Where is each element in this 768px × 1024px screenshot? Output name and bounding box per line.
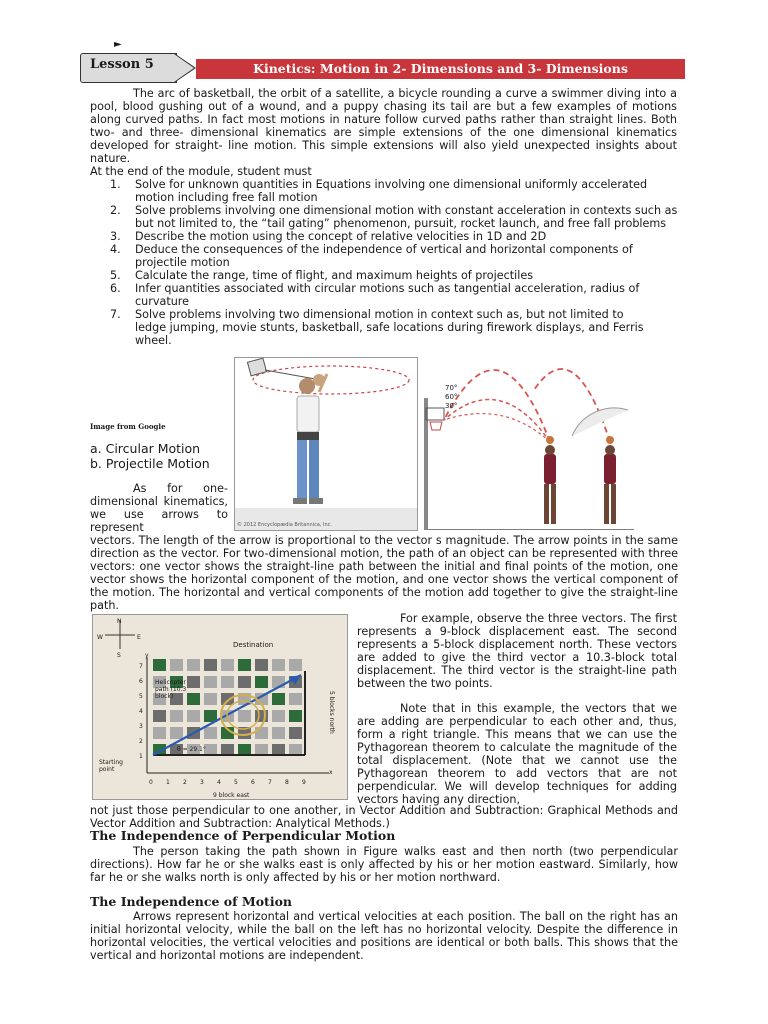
x-tick-label: 7 bbox=[268, 779, 272, 786]
city-block bbox=[204, 693, 217, 705]
objective-text: Describe the motion using the concept of relative velocities in 1D and 2D bbox=[135, 230, 547, 243]
city-block bbox=[153, 659, 166, 671]
city-block bbox=[289, 693, 302, 705]
x-tick-label: 6 bbox=[251, 779, 255, 786]
city-block bbox=[272, 727, 285, 739]
x-tick-label: 4 bbox=[217, 779, 221, 786]
perpendicular-motion-heading: The Independence of Perpendicular Motion bbox=[90, 828, 396, 843]
compass-north: N bbox=[117, 618, 122, 625]
y-tick-label: 2 bbox=[139, 738, 143, 745]
vectors-paragraph: vectors. The length of the arrow is proportional to the vector s magnitude. The arrow points in the same direction as the vector. For two-dimensional motion, the path of an object can be represented with three vectors: one vector shows the straight-line path between the initial and final points of the motion, one vector shows the horizontal component of the motion, and one vector shows the vertical component of the motion. The horizontal and vertical components of the motion add together to give the straight-line path. bbox=[90, 534, 678, 612]
objective-text: Calculate the range, time of flight, and maximum heights of projectiles bbox=[135, 269, 534, 282]
objectives-list bbox=[90, 178, 680, 347]
objective-item bbox=[90, 204, 680, 230]
y-tick-label: 1 bbox=[139, 753, 143, 760]
objective-text: Solve problems involving two dimensional motion in context such as, but not limited to ledge jumping, movie stunts, basketball, safe locations during firework displays, and Ferris wheel. bbox=[135, 308, 644, 347]
independence-motion-heading: The Independence of Motion bbox=[90, 894, 292, 909]
y-axis-letter: y bbox=[145, 652, 149, 659]
intro-paragraph: The arc of basketball, the orbit of a satellite, a bicycle rounding a curve a swimmer diving into a pool, blood gushing out of a wound, and a puppy chasing its tail are but a few examples of motions along curved paths. In fact most motions in nature follow curved paths rather than straight lines. Both two- and three- dimensional kinematics are simple extensions of the one dimensional kinematics developed for straight- line motion. This simple extensions will also yield unexpected insights about nature. bbox=[90, 87, 677, 165]
x-tick-label: 9 bbox=[302, 779, 306, 786]
y-tick-label: 5 bbox=[139, 693, 143, 700]
independence-motion-text: Arrows represent horizontal and vertical velocities at each position. The ball on the right has an initial horizontal velocity, while the ball on the left has no horizontal velocity. Despite the difference in horizontal velocities, the vertical velocities and positions are identical or both balls. This shows that the vertical and horizontal motions are independent. bbox=[90, 910, 678, 962]
city-block bbox=[221, 659, 234, 671]
compass-west: W bbox=[97, 634, 103, 641]
x-axis-label: 9 block east bbox=[213, 792, 250, 799]
objective-number: 6. bbox=[110, 282, 121, 295]
y-tick-label: 4 bbox=[139, 708, 143, 715]
city-block bbox=[187, 710, 200, 722]
objective-item bbox=[90, 243, 680, 269]
angle-theta-label: θ = 29.1° bbox=[177, 746, 206, 753]
objective-text: Solve problems involving one dimensional motion with constant acceleration in contexts such as but not limited to, the “tail gating” phenomenon, pursuit, rocket launch, and free fall problems bbox=[135, 204, 678, 230]
lesson-tab-arrow-fill bbox=[174, 54, 194, 82]
angle-label: 70° bbox=[445, 384, 458, 392]
city-block bbox=[238, 659, 251, 671]
x-tick-label: 5 bbox=[234, 779, 238, 786]
city-block bbox=[272, 710, 285, 722]
objective-item bbox=[90, 178, 680, 204]
city-block bbox=[289, 659, 302, 671]
displacement-grid bbox=[93, 615, 347, 799]
city-block bbox=[272, 659, 285, 671]
lesson-label: Lesson 5 bbox=[90, 57, 154, 72]
objective-number: 3. bbox=[110, 230, 121, 243]
city-block bbox=[204, 659, 217, 671]
x-tick-label: 8 bbox=[285, 779, 289, 786]
objective-number: 5. bbox=[110, 269, 121, 282]
city-block bbox=[289, 727, 302, 739]
y-tick-label: 3 bbox=[139, 723, 143, 730]
lesson-title: Kinetics: Motion in 2- Dimensions and 3- Dimensions bbox=[196, 59, 685, 79]
city-block bbox=[153, 710, 166, 722]
bullet-marker: ► bbox=[114, 39, 122, 50]
y-axis-label: 5 blocks north bbox=[328, 691, 335, 734]
compass-east: E bbox=[137, 634, 141, 641]
x-tick-label: 0 bbox=[149, 779, 153, 786]
objectives-lead: At the end of the module, student must bbox=[90, 165, 312, 178]
objective-item bbox=[90, 230, 680, 243]
y-tick-label: 7 bbox=[139, 663, 143, 670]
city-block bbox=[255, 676, 268, 688]
angle-labels bbox=[445, 384, 457, 411]
objective-number: 7. bbox=[110, 308, 121, 321]
city-block bbox=[238, 710, 251, 722]
city-block bbox=[204, 676, 217, 688]
y-tick-label: 6 bbox=[139, 678, 143, 685]
projectile-motion-illustration bbox=[424, 350, 634, 530]
city-block bbox=[221, 693, 234, 705]
pythagorean-note-cont: not just those perpendicular to one another, in Vector Addition and Subtraction: Graphical Methods and Vector Addition and Subtraction: Analytical Methods.) bbox=[90, 804, 678, 830]
city-block bbox=[221, 676, 234, 688]
projectile-motion-figure bbox=[424, 350, 634, 530]
x-tick-label: 2 bbox=[183, 779, 187, 786]
x-axis-letter: x bbox=[329, 769, 333, 776]
city-block bbox=[238, 676, 251, 688]
vectors-paragraph-start: As for one-dimensional kinematics, we use arrows to represent bbox=[90, 482, 228, 534]
objective-number: 1. bbox=[110, 178, 121, 191]
vector-example-paragraph: For example, observe the three vectors. The first represents a 9-block displacement east. The second represents a 5-block displacement north. These vectors are added to give the third vector a 10.3-block total displacement. The third vector is the straight-line path between the two points. bbox=[357, 612, 677, 690]
circular-motion-illustration bbox=[235, 358, 417, 530]
objective-item bbox=[90, 308, 680, 347]
copyright-note: © 2012 Encyclopædia Britannica, Inc. bbox=[237, 522, 333, 528]
circular-motion-figure bbox=[234, 357, 418, 531]
city-block bbox=[204, 727, 217, 739]
city-block bbox=[272, 693, 285, 705]
angle-label: 30° bbox=[445, 402, 458, 410]
starting-point-label: Starting point bbox=[99, 759, 123, 773]
city-block bbox=[170, 727, 183, 739]
displacement-grid-figure bbox=[92, 614, 348, 800]
objective-text: Solve for unknown quantities in Equations involving one dimensional uniformly accelerated motion including free fall motion bbox=[135, 178, 648, 204]
perpendicular-motion-text: The person taking the path shown in Figure walks east and then north (two perpendicular directions). How far he or she walks east is only affected by his or her motion eastward. Similarly, how far he or she walks north is only affected by his or her motion northward. bbox=[90, 845, 678, 884]
x-tick-label: 1 bbox=[166, 779, 170, 786]
city-block bbox=[153, 727, 166, 739]
objective-item bbox=[90, 269, 680, 282]
city-block bbox=[255, 727, 268, 739]
angle-label: 60° bbox=[445, 393, 458, 401]
objective-number: 4. bbox=[110, 243, 121, 256]
objective-item bbox=[90, 282, 680, 308]
compass-south: S bbox=[117, 652, 121, 659]
city-block bbox=[255, 659, 268, 671]
pythagorean-note: Note that in this example, the vectors that we are adding are perpendicular to each other and, thus, form a right triangle. This means that we can use the Pythagorean theorem to calculate the magnitude of the total displacement. (Note that we cannot use the Pythagorean theorem to add vectors that are not perpendicular. We will develop techniques for adding vectors having any direction, bbox=[357, 702, 677, 806]
objective-text: Infer quantities associated with circular motions such as tangential acceleration, radius of curvature bbox=[135, 282, 640, 308]
destination-label: Destination bbox=[233, 641, 274, 649]
city-blocks bbox=[153, 659, 302, 756]
image-source: Image from Google bbox=[90, 422, 166, 431]
city-block bbox=[170, 659, 183, 671]
city-block bbox=[289, 710, 302, 722]
objective-number: 2. bbox=[110, 204, 121, 217]
city-block bbox=[187, 659, 200, 671]
city-block bbox=[204, 710, 217, 722]
figure-label-b: b. Projectile Motion bbox=[90, 456, 210, 471]
helicopter-path-label: Helicopter path (10.3 block) bbox=[155, 679, 187, 700]
city-block bbox=[170, 710, 183, 722]
figure-label-a: a. Circular Motion bbox=[90, 441, 201, 456]
city-block bbox=[255, 710, 268, 722]
objective-text: Deduce the consequences of the independence of vertical and horizontal components of projectile motion bbox=[135, 243, 633, 269]
x-tick-label: 3 bbox=[200, 779, 204, 786]
